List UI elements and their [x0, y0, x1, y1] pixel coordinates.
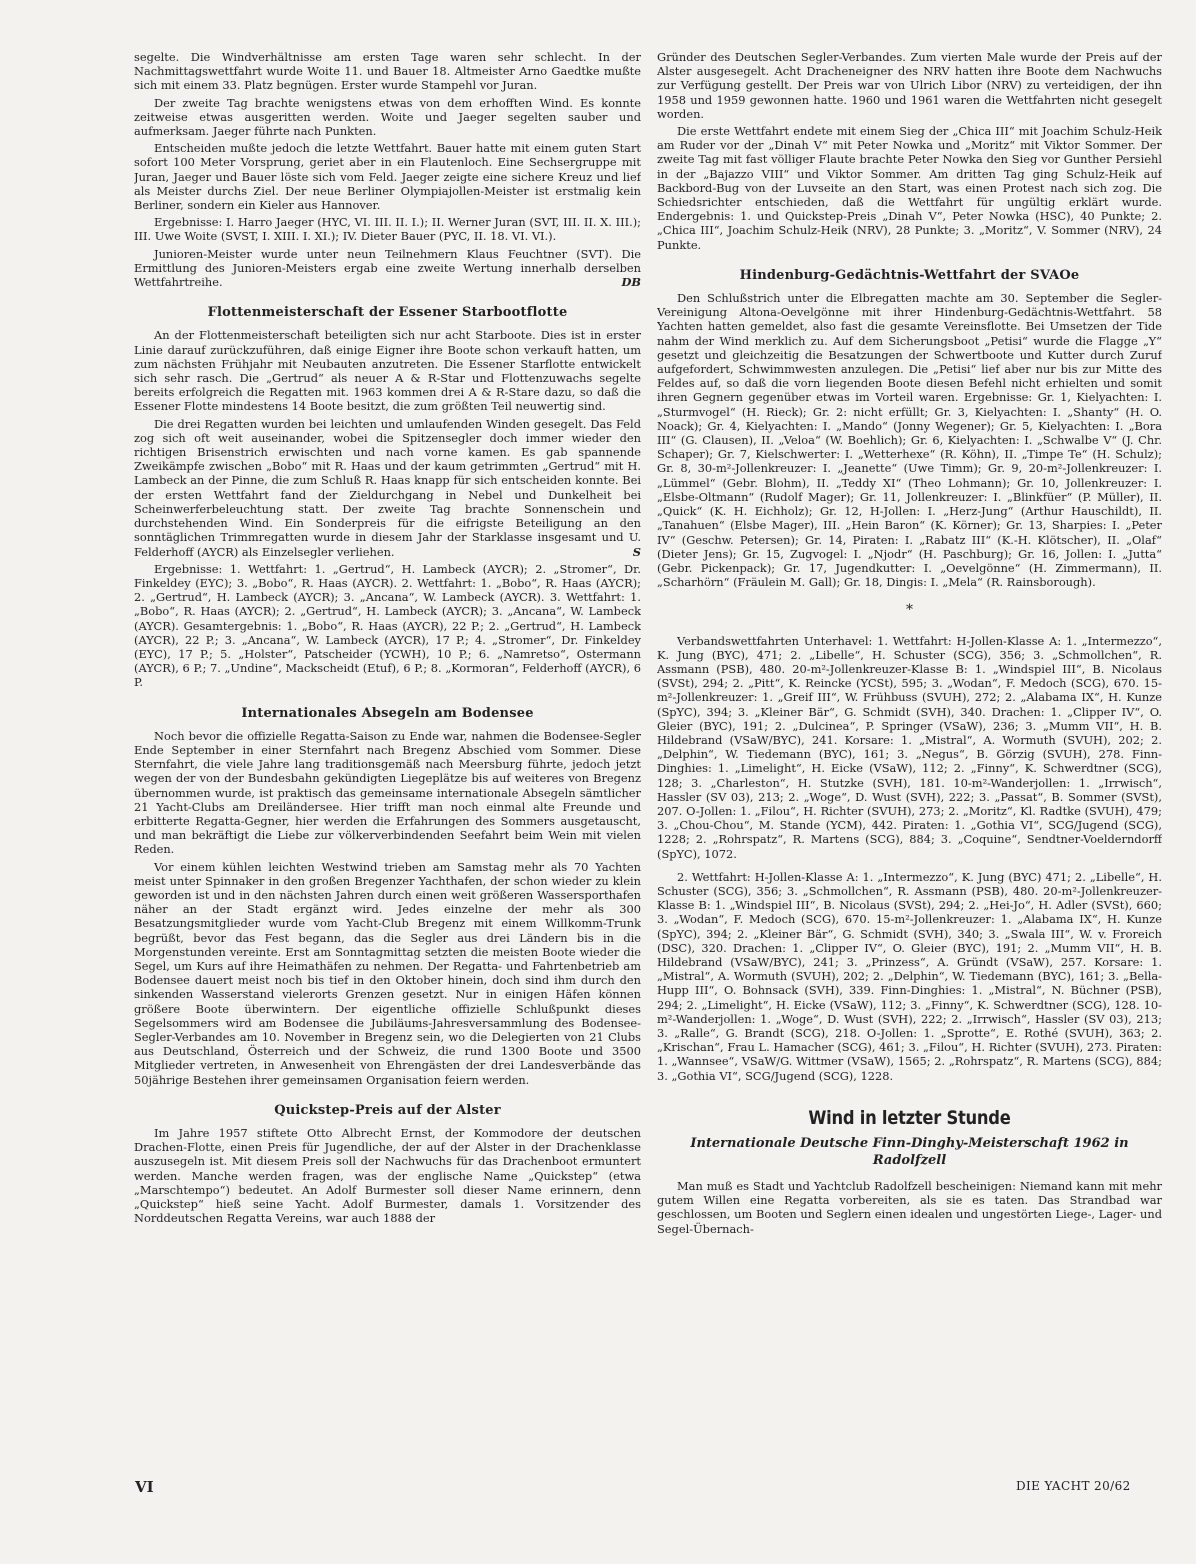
heading-absegeln-bodensee: Internationales Absegeln am Bodensee	[241, 705, 534, 721]
author-signature: DB	[621, 275, 641, 290]
article-paragraph	[134, 417, 641, 559]
article-continuation-paragraph: Gründer des Deutschen Segler-Verbandes. Zum vierten Male wurde der Preis auf der Alster ausgesegelt. Acht Dracheneigner des NRV hatten ihre Boote dem Nachwuchs zur Verfügung gestellt. Der Preis war von Ulrich Libor (NRV) zu verteidigen, der ihn 1958 und 1959 gewonnen hatte. 1960 und 1961 waren die Wettfahrten nicht gesegelt worden.	[657, 50, 1162, 121]
article-paragraph: Im Jahre 1957 stiftete Otto Albrecht Ernst, der Kommodore der deutschen Drachen-Flotte, einen Preis für Jugendliche, der auf der Alster in der Drachenklasse auszusegeln ist. Mit diesem Preis soll der Nachwuchs für das Drachenboot ermuntert werden. Manche werden fragen, was der englische Name „Quickstep“ (etwa „Marschtempo“) bedeutet. An Adolf Burmester soll dieser Name erinnern, denn „Quickstep“ hieß seine Yacht. Adolf Burmester, damals 1. Vorsitzender des Norddeutschen Regatta Vereins, war auch 1888 der	[134, 1126, 641, 1226]
flotte-text: Die drei Regatten wurden bei leichten und umlaufenden Winden gesegelt. Das Feld zog sich oft weit auseinander, wobei die Spitzensegler doch immer wieder den richtigen Brisenstrich erwischten und nach vorne kamen. Es gab spannende Zweikämpfe zwischen „Bobo“ mit R. Haas und der kaum getrimmten „Gertrud“ mit H. Lambeck an der Pinne, die zum Schluß R. Haas knapp für sich entscheiden konnte. Bei der ersten Wettfahrt fand der Zieldurchgang in Nebel und Dunkelheit bei Scheinwerferbeleuchtung statt. Der zweite Tag brachte Sonnenschein und durchstehenden Wind. Ein Sonderpreis für die eifrigste Beteiligung an den sonntäglichen Trimmregatten wurde in diesem Jahr der Starklasse insgesamt und U. Felderhoff (AYCR) als Einzelsegler verliehen.	[134, 416, 641, 559]
section-separator-asterisk: *	[906, 602, 913, 619]
article-paragraph: Noch bevor die offizielle Regatta-Saison zu Ende war, nahmen die Bodensee-Segler Ende September in einer Sternfahrt nach Bregenz Abschied vom Sommer. Diese Sternfahrt, die viele Jahre lang traditionsgemäß nach Meersburg führte, jedoch jetzt wegen der von der Bundesbahn gekündigten Liegeplätze bis auf weiteres von Bregenz übernommen wurde, ist praktisch das gemeinsame internationale Absegeln sämtlicher 21 Yacht-Clubs am Dreiländersee. Hier trifft man noch einmal alte Freunde und erbitterte Regatta-Gegner, hier werden die Erfahrungen des Sommers ausgetauscht, und man bekräftigt die Liebe zur völkerverbindenden Seefahrt beim Wein mit vielen Reden.	[134, 728, 641, 857]
article-paragraph: An der Flottenmeisterschaft beteiligten sich nur acht Starboote. Dies ist in erster Linie darauf zurückzuführen, daß einige Eigner ihre Boote schon verkauft hatten, um zum nächsten Frühjahr mit Neubauten anzutreten. Die Essener Starflotte entwickelt sich sehr rasch. Die „Gertrud“ als neuer A & R-Star und Flottenzuwachs segelte bereits erfolgreich die Regatten mit. 1963 kommen drei A & R-Stare dazu, so daß die Essener Flotte mindestens 14 Boote besitzt, die zum größten Teil neuwertig sind.	[134, 328, 641, 414]
results-paragraph: Ergebnisse: 1. Wettfahrt: 1. „Gertrud“, H. Lambeck (AYCR); 2. „Stromer“, Dr. Finkeldey (EYC); 3. „Bobo“, R. Haas (AYCR). 2. Wettfahrt: 1. „Bobo“, R. Haas (AYCR); 2. „Gertrud“, H. Lambeck (AYCR); 3. „Ancana“, W. Lambeck (AYCR). 3. Wettfahrt: 1. „Bobo“, R. Haas (AYCR); 2. „Gertrud“, H. Lambeck (AYCR); 3. „Ancana“, W. Lambeck (AYCR). Gesamtergebnis: 1. „Bobo“, R. Haas (AYCR), 22 P.; 2. „Gertrud“, H. Lambeck (AYCR), 22 P.; 3. „Ancana“, W. Lambeck (AYCR), 17 P.; 4. „Stromer“, Dr. Finkeldey (EYC), 17 P.; 5. „Holster“, Patscheider (YCWH), 10 P.; 6. „Namretso“, Ostermann (AYCR), 6 P.; 7. „Undine“, Mackscheidt (Etuf), 6 P.; 8. „Kormoran“, Felderhoff (AYCR), 6 P.	[134, 561, 641, 690]
heading-quickstep-preis: Quickstep-Preis auf der Alster	[274, 1102, 501, 1118]
article-paragraph	[134, 247, 641, 290]
article-paragraph: Entscheiden mußte jedoch die letzte Wettfahrt. Bauer hatte mit einem guten Start sofort 100 Meter Vorsprung, geriet aber in ein Flautenloch. Eine Sechsergruppe mit Juran, Jaeger und Bauer löste sich vom Feld. Jaeger zeigte eine sichere Kreuz und lief als Meister durchs Ziel. Der neue Berliner Olympiajollen-Meister ist erstmalig kein Berliner, sondern ein Kieler aus Hannover.	[134, 141, 641, 213]
heading-wind-in-letzter-stunde: Wind in letzter Stunde	[808, 1106, 1011, 1129]
magazine-issue: DIE YACHT 20/62	[1016, 1479, 1131, 1493]
results-paragraph: Verbandswettfahrten Unterhavel: 1. Wettfahrt: H-Jollen-Klasse A: 1. „Intermezzo“, K. Jung (BYC), 471; 2. „Libelle“, H. Schuster (SCG), 356; 3. „Schmollchen“, R. Assmann (PSB), 480. 20-m²-Jollenkreuzer-Klasse B: 1. „Windspiel III“, B. Nicolaus (SVSt), 294; 2. „Pitt“, K. Reincke (YCSt), 595; 3. „Wodan“, F. Medoch (SCG), 670. 15-m²-Jollenkreuzer: 1. „Greif III“, W. Frühbuss (SVUH), 272; 2. „Alabama IX“, H. Kunze (SpYC), 394; 3. „Kleiner Bär“, G. Schmidt (SVH), 340. Drachen: 1. „Clipper IV“, O. Gleier (BYC), 191; 2. „Dulcinea“, P. Springer (VSaW), 236; 3. „Mumm VII“, H. B. Hildebrand (VSaW/BYC), 241. Korsare: 1. „Mistral“, A. Wormuth (SVUH), 202; 2. „Delphin“, W. Tiedemann (BYC), 161; 3. „Negus“, B. Görzig (SVUH), 278. Finn-Dinghies: 1. „Limelight“, H. Eicke (VSaW), 112; 2. „Finny“, K. Schwerdtner (SCG), 128; 3. „Charleston“, H. Stutzke (SVH), 181. 10-m²-Wanderjollen: 1. „Irrwisch“, Hassler (SV 03), 213; 2. „Woge“, D. Wust (SVH), 222; 3. „Passat“, B. Sommer (SVSt), 207. O-Jollen: 1. „Filou“, H. Richter (SVUH), 273; 2. „Moritz“, Kl. Radtke (SVUH), 479; 3. „Chou-Chou“, M. Stande (YCM), 442. Piraten: 1. „Gothia VI“, SCG/Jugend (SCG), 1228; 2. „Rohrspatz“, R. Martens (SCG), 884; 3. „Coquine“, Sendtner-Voelderndorff (SpYC), 1072.	[657, 633, 1162, 861]
article-paragraph: Den Schlußstrich unter die Elbregatten machte am 30. September die Segler-Vereinigung Altona-Oevelgönne mit ihrer Hindenburg-Gedächtnis-Wettfahrt. 58 Yachten hatten gemeldet, also fast die gesamte Vereinsflotte. Bei Umsetzen der Tide nahm der Wind merklich zu. Auf dem Sicherungsboot „Petisi“ wurde die Flagge „Y“ gesetzt und gleichzeitig die Besatzungen der Schwertboote und Kutter durch Zuruf aufgefordert, Schwimmwesten anzulegen. Die „Petisi“ lief aber nur bis zur Mitte des Feldes auf, so daß die vorn liegenden Boote diesen Befehl nicht erhielten und somit ihren Gegnern gegenüber etwas im Vorteil waren. Ergebnisse: Gr. 1, Kielyachten: I. „Sturmvogel“ (H. Rieck); Gr. 2: nicht erfüllt; Gr. 3, Kielyachten: I. „Shanty“ (H. O. Noack); Gr. 4, Kielyachten: I. „Mando“ (Jonny Wegener); Gr. 5, Kielyachten: I. „Bora III“ (G. Clausen), II. „Veloa“ (W. Boehlich); Gr. 6, Kielyachten: I. „Schwalbe V“ (J. Chr. Schaper); Gr. 7, Kielschwerter: I. „Wetterhexe“ (R. Köhn), II. „Timpe Te“ (H. Schulz); Gr. 8, 30-m²-Jollenkreuzer: I. „Jeanette“ (Uwe Timm); Gr. 9, 20-m²-Jollenkreuzer: I. „Lümmel“ (Gebr. Blohm), II. „Teddy XI“ (Theo Lohmann); Gr. 10, Jollenkreuzer: I. „Elsbe-Oltmann“ (Rudolf Mager); Gr. 11, Jollenkreuzer: I. „Blinkfüer“ (P. Müller), II. „Quick“ (K. H. Eichholz); Gr. 12, H-Jollen: I. „Herz-Jung“ (Arthur Hauschildt), II. „Tanahuen“ (Elsbe Mager), III. „Hein Baron“ (K. Körner); Gr. 13, Sharpies: I. „Peter IV“ (Geschw. Petersen); Gr. 14, Piraten: I. „Rabatz III“ (K.-H. Klötscher), II. „Olaf“ (Dieter Jens); Gr. 15, Zugvogel: I. „Njodr“ (H. Paschburg); Gr. 16, Jollen: I. „Jutta“ (Gebr. Pickenpack); Gr. 17, Jugendkutter: I. „Oevelgönne“ (H. Zimmermann), II. „Scharhörn“ (Fräulein M. Gall); Gr. 18, Dingis: I. „Mela“ (R. Rainsborough).	[657, 291, 1162, 590]
page-number: VI	[135, 1478, 154, 1496]
article-paragraph: Vor einem kühlen leichten Westwind trieben am Samstag mehr als 70 Yachten meist unter Spinnaker in den großen Bregenzer Yachthafen, der schon wieder zu klein geworden ist und in den nächsten Jahren durch einen weit größeren Wassersporthafen näher an der Stadt ergänzt wird. Jedes einzelne der mehr als 300 Besatzungsmitglieder wurde vom Yacht-Club Bregenz mit einem Willkomm-Trunk begrüßt, bevor das Fest begann, das die Segler aus drei Ländern bis in die Morgenstunden vereinte. Erst am Sonntagmittag setzten die meisten Boote wieder die Segel, um Kurs auf ihre Heimathäfen zu nehmen. Der Regatta- und Fahrtenbetrieb am Bodensee dauert meist noch bis tief in den Oktober hinein, doch sind ihm durch den sinkenden Wasserstand vielerorts Grenzen gesetzt. Nur in einigen Häfen können größere Boote überwintern. Der eigentliche offizielle Schlußpunkt dieses Segelsommers wird am Bodensee die Jubiläums-Jahresversammlung des Bodensee-Segler-Verbandes am 10. November in Bregenz sein, wo die Delegierten von 21 Clubs aus Deutschland, Österreich und der Schweiz, die rund 1300 Boote und 3500 Mitglieder vertreten, in Anwesenheit von Ehrengästen der drei Landesverbände das 50jährige Bestehen ihrer gemeinsamen Organisation feiern werden.	[134, 859, 641, 1087]
article-paragraph: Der zweite Tag brachte wenigstens etwas von dem erhofften Wind. Es konnte zeitweise etwas ausgeritten werden. Woite und Jaeger segelten sauber und aufmerksam. Jaeger führte nach Punkten.	[134, 95, 641, 139]
results-paragraph: 2. Wettfahrt: H-Jollen-Klasse A: 1. „Intermezzo“, K. Jung (BYC) 471; 2. „Libelle“, H. Schuster (SCG), 356; 3. „Schmollchen“, R. Assmann (PSB), 480. 20-m²-Jollenkreuzer-Klasse B: 1. „Windspiel III“, B. Nicolaus (SVSt), 294; 2. „Hei-Jo“, H. Adler (SVSt), 660; 3. „Wodan“, F. Medoch (SCG), 670. 15-m²-Jollenkreuzer: 1. „Alabama IX“, H. Kunze (SpYC), 394; 2. „Kleiner Bär“, G. Schmidt (SVH), 340; 3. „Swala III“, W. v. Froreich (DSC), 320. Drachen: 1. „Clipper IV“, O. Gleier (BYC), 191; 2. „Mumm VII“, H. B. Hildebrand (VSaW/BYC), 241; 3. „Prinzess“, A. Gründt (VSaW), 257. Korsare: 1. „Mistral“, A. Wormuth (SVUH), 202; 2. „Delphin“, W. Tiedemann (BYC), 161; 3. „Bella-Hupp III“, O. Bohnsack (SVH), 339. Finn-Dinghies: 1. „Mistral“, N. Büchner (PSB), 294; 2. „Limelight“, H. Eicke (VSaW), 112; 3. „Finny“, K. Schwerdtner (SCG), 128. 10-m²-Wanderjollen: 1. „Woge“, D. Wust (SVH), 222; 2. „Irrwisch“, Hassler (SV 03), 213; 3. „Ralle“, G. Brandt (SCG), 218. O-Jollen: 1. „Sprotte“, E. Rothé (SVUH), 363; 2. „Krischan“, Frau L. Hamacher (SCG), 461; 3. „Filou“, H. Richter (SVUH), 273. Piraten: 1. „Wannsee“, VSaW/G. Wittmer (VSaW), 1565; 2. „Rohrspatz“, R. Martens (SCG), 884; 3. „Gothia VI“, SCG/Jugend (SCG), 1228.	[657, 869, 1162, 1083]
article-paragraph: Die erste Wettfahrt endete mit einem Sieg der „Chica III“ mit Joachim Schulz-Heik am Ruder vor der „Dinah V“ mit Peter Nowka und „Moritz“ mit Viktor Sommer. Der zweite Tag mit fast völliger Flaute brachte Peter Nowka den Sieg vor Gunther Persiehl in der „Bajazzo VIII“ und Viktor Sommer. Am dritten Tag ging Schulz-Heik auf Backbord-Bug von der Luvseite an den Start, was einen Protest nach sich zog. Die Schiedsrichter entschieden, daß die Wettfahrt für ungültig erklärt wurde. Endergebnis: 1. und Quickstep-Preis „Dinah V“, Peter Nowka (HSC), 40 Punkte; 2. „Chica III“, Joachim Schulz-Heik (NRV), 28 Punkte; 3. „Moritz“, V. Sommer (NRV), 24 Punkte.	[657, 124, 1162, 252]
article-continuation-paragraph: segelte. Die Windverhältnisse am ersten Tage waren sehr schlecht. In der Nachmittagswettfahrt wurde Woite 11. und Bauer 18. Altmeister Arno Gaedtke mußte sich mit einem 33. Platz begnügen. Erster wurde Stampehl vor Juran.	[134, 50, 641, 93]
left-column	[134, 50, 641, 1475]
results-paragraph: Ergebnisse: I. Harro Jaeger (HYC, VI. III. II. I.); II. Werner Juran (SVT, III. II. X. III.); III. Uwe Woite (SVST, I. XIII. I. XI.); IV. Dieter Bauer (PYC, II. 18. VI. VI.).	[134, 215, 641, 244]
heading-flottenmeisterschaft: Flottenmeisterschaft der Essener Starbootflotte	[207, 305, 568, 321]
author-signature: S	[632, 544, 641, 559]
right-column	[657, 50, 1162, 1475]
junior-text: Junioren-Meister wurde unter neun Teilnehmern Klaus Feuchtner (SVT). Die Ermittlung des Junioren-Meisters ergab eine zweite Wertung innerhalb derselben Wettfahrtreihe.	[134, 246, 641, 290]
article-paragraph: Man muß es Stadt und Yachtclub Radolfzell bescheinigen: Niemand kann mit mehr gutem Willen eine Regatta vorbereiten, als sie es taten. Das Strandbad war geschlossen, um Booten und Seglern einen idealen und ungestörten Liege-, Lager- und Segel-Übernach-	[657, 1179, 1162, 1236]
subtitle-finn-dinghy: Internationale Deutsche Finn-Dinghy-Meisterschaft 1962 in Radolfzell	[690, 1136, 1129, 1169]
heading-hindenburg-wettfahrt: Hindenburg-Gedächtnis-Wettfahrt der SVAOe	[739, 267, 1080, 283]
